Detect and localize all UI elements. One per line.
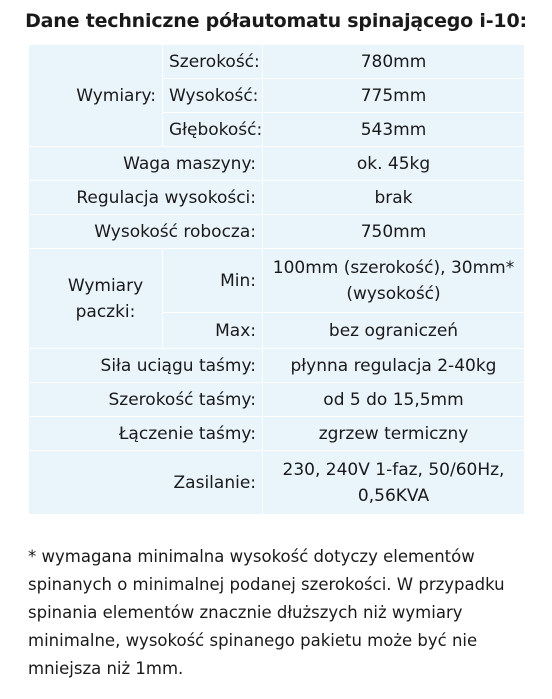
height-adjust-label: Regulacja wysokości: xyxy=(29,181,263,215)
package-min-value: 100mm (szerokość), 30mm* (wysokość) xyxy=(263,249,525,313)
package-max-label: Max: xyxy=(163,313,263,349)
package-min-label: Min: xyxy=(163,249,263,313)
table-row xyxy=(29,451,525,515)
width-label: Szerokość: xyxy=(163,45,263,79)
tension-label: Siła uciągu taśmy: xyxy=(29,349,263,383)
spec-table xyxy=(28,44,525,515)
height-label: Wysokość: xyxy=(163,79,263,113)
power-label: Zasilanie: xyxy=(29,451,263,515)
package-max-value: bez ograniczeń xyxy=(263,313,525,349)
table-row xyxy=(29,349,525,383)
work-height-value: 750mm xyxy=(263,215,525,249)
table-row xyxy=(29,383,525,417)
depth-label: Głębokość: xyxy=(163,113,263,147)
table-row xyxy=(29,45,525,79)
dimensions-group-label: Wymiary: xyxy=(29,45,163,147)
weight-label: Waga maszyny: xyxy=(29,147,263,181)
page-title: Dane techniczne półautomatu spinającego i-10: xyxy=(25,10,527,32)
footnote: * wymagana minimalna wysokość dotyczy elementów spinanych o minimalnej podanej szerokości. W przypadku spinania elementów znacznie dłuższych niż wymiary minimalne, wysokość spinanego pakietu może być nie mniejsza niż 1mm. xyxy=(28,547,505,678)
table-row xyxy=(29,417,525,451)
power-value: 230, 240V 1-faz, 50/60Hz, 0,56KVA xyxy=(263,451,525,515)
package-group-label: Wymiary paczki: xyxy=(29,249,163,349)
width-value: 780mm xyxy=(263,45,525,79)
depth-value: 543mm xyxy=(263,113,525,147)
table-row xyxy=(29,147,525,181)
table-row xyxy=(29,249,525,313)
tension-value: płynna regulacja 2-40kg xyxy=(263,349,525,383)
work-height-label: Wysokość robocza: xyxy=(29,215,263,249)
tape-width-label: Szerokość taśmy: xyxy=(29,383,263,417)
tape-width-value: od 5 do 15,5mm xyxy=(263,383,525,417)
height-value: 775mm xyxy=(263,79,525,113)
joining-label: Łączenie taśmy: xyxy=(29,417,263,451)
table-row xyxy=(29,181,525,215)
weight-value: ok. 45kg xyxy=(263,147,525,181)
joining-value: zgrzew termiczny xyxy=(263,417,525,451)
height-adjust-value: brak xyxy=(263,181,525,215)
table-row xyxy=(29,215,525,249)
